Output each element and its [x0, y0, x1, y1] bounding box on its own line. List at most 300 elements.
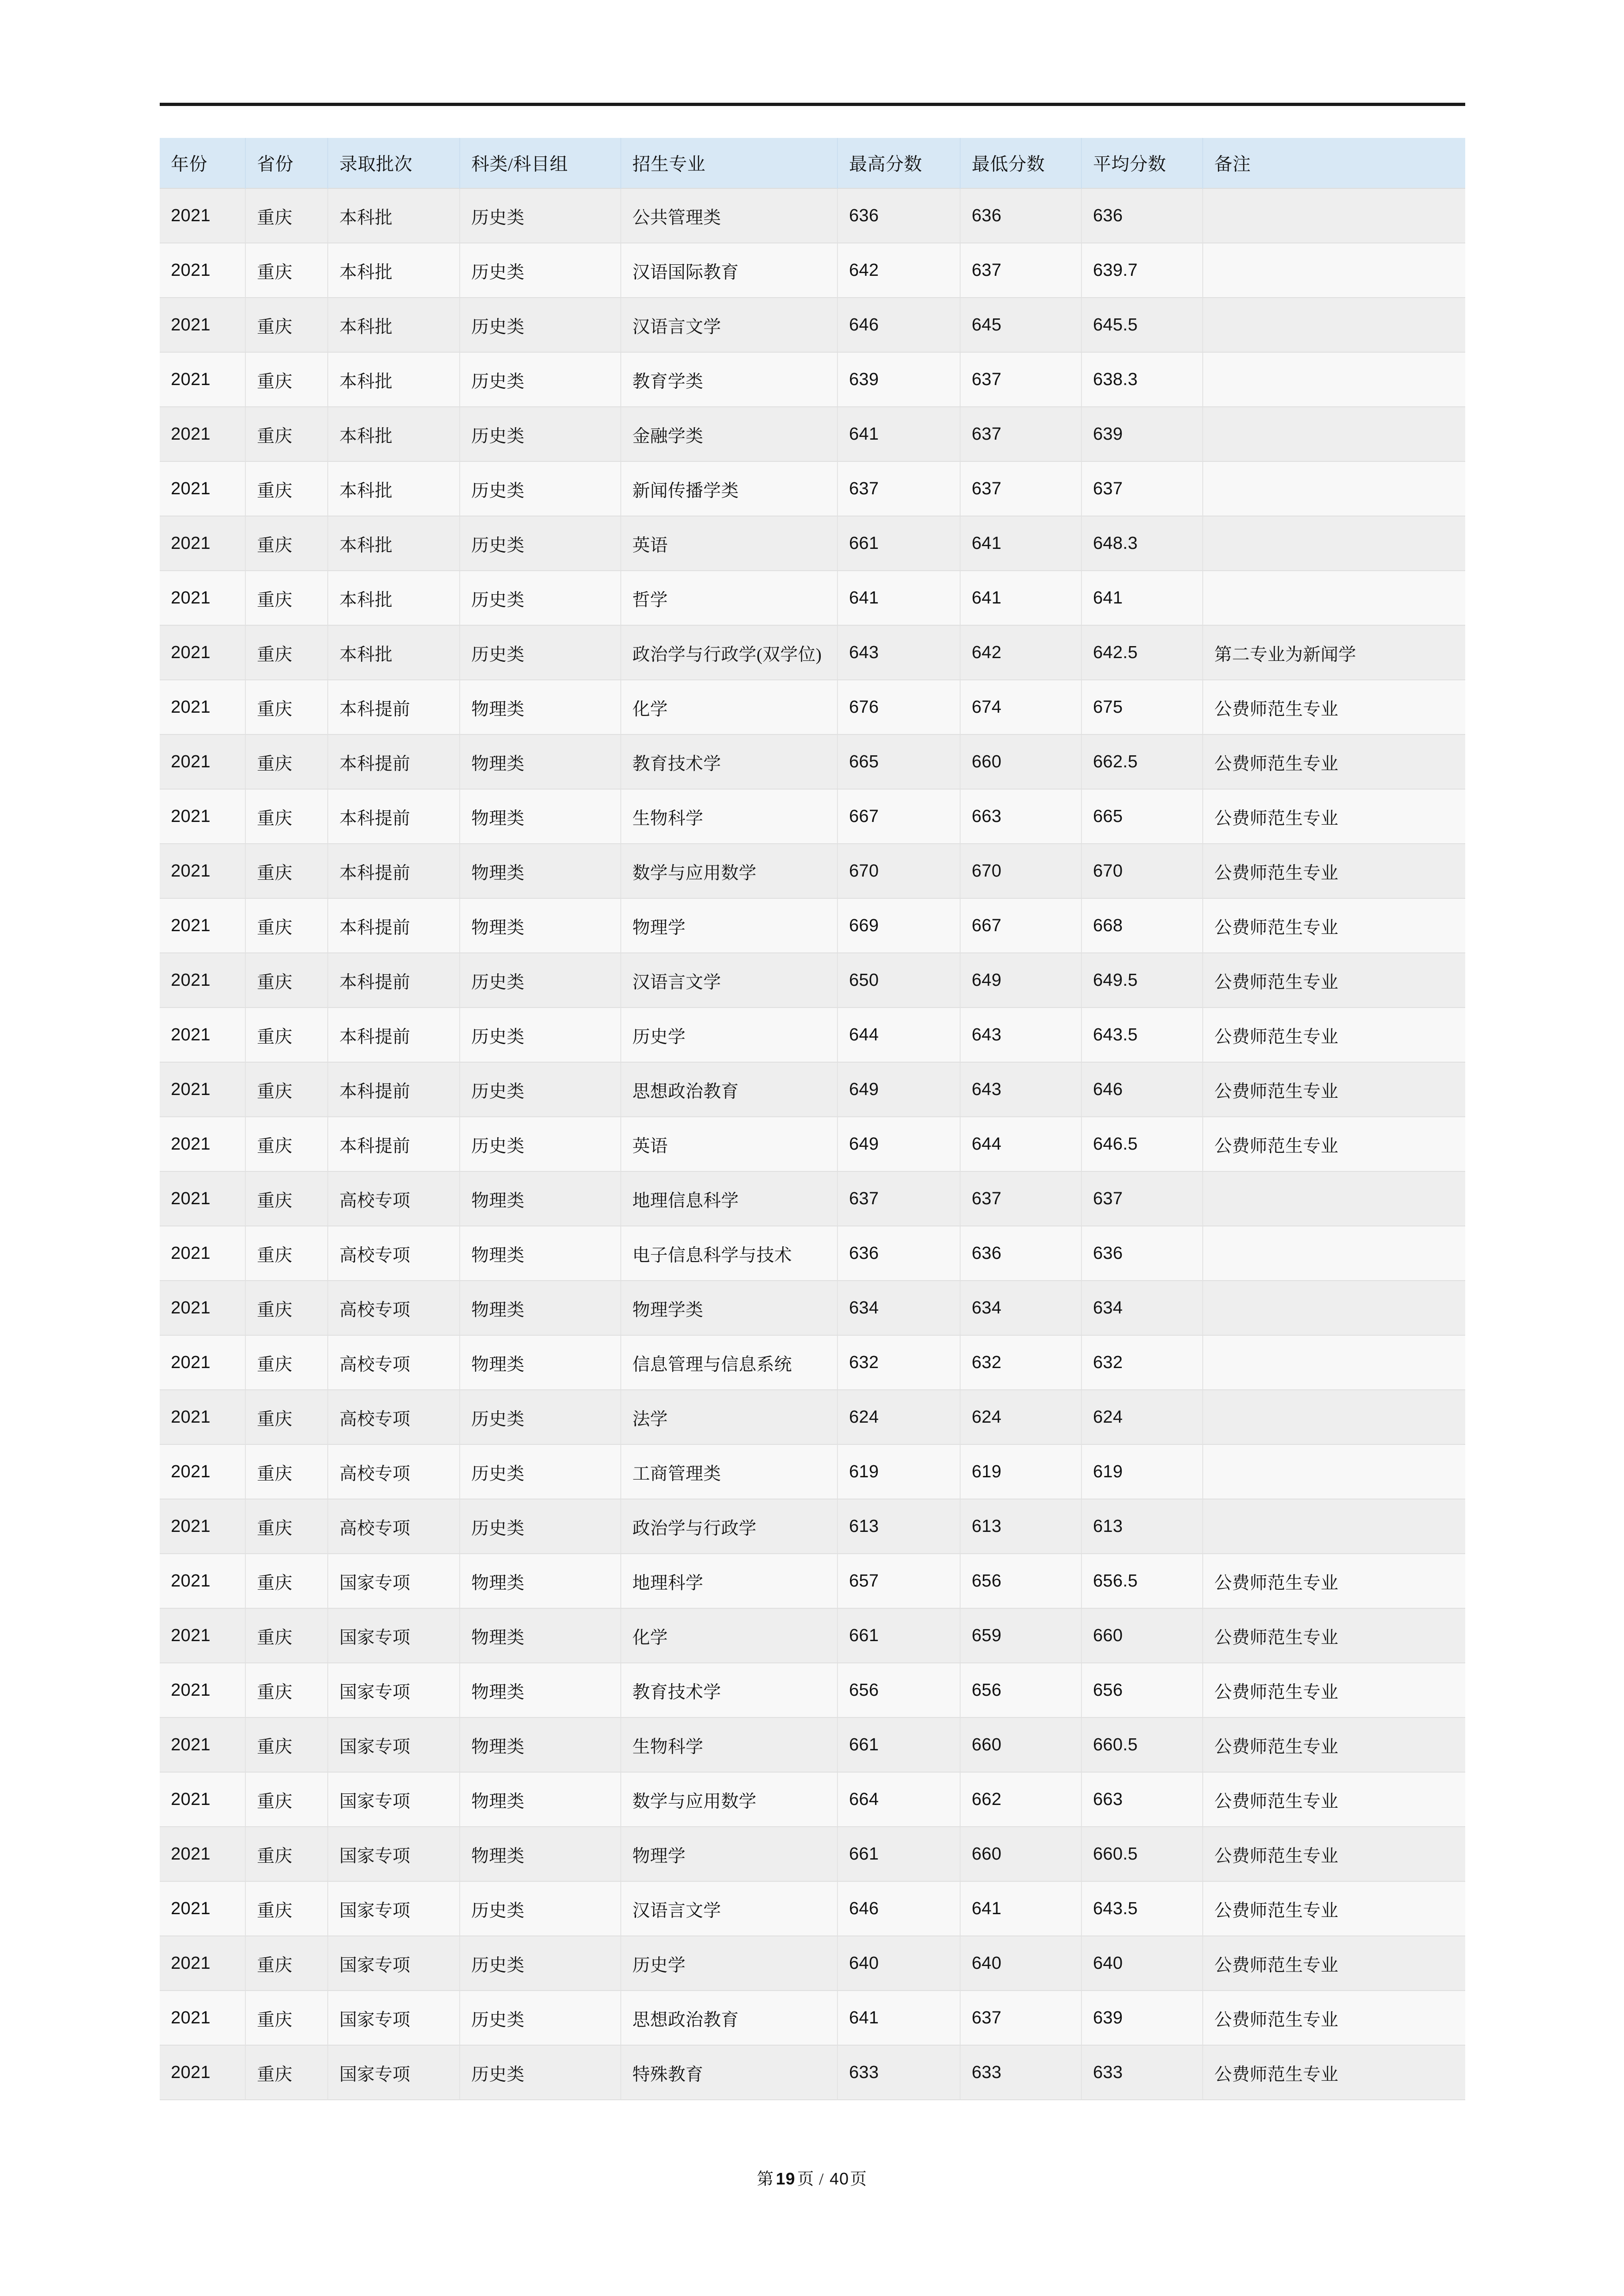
cell-max: 642 — [837, 243, 960, 298]
cell-avg: 634 — [1081, 1281, 1203, 1335]
cell-batch: 本科批 — [328, 352, 460, 407]
cell-max: 669 — [837, 898, 960, 953]
cell-max: 619 — [837, 1444, 960, 1499]
cell-prov: 重庆 — [245, 1390, 328, 1444]
admissions-score-table — [160, 138, 1465, 2100]
cell-avg: 663 — [1081, 1772, 1203, 1827]
cell-subj: 物理类 — [460, 1663, 621, 1717]
cell-max: 670 — [837, 844, 960, 898]
table-row — [160, 243, 1465, 298]
cell-major: 思想政治教育 — [621, 1062, 837, 1117]
cell-prov: 重庆 — [245, 188, 328, 243]
table-row — [160, 1772, 1465, 1827]
cell-note: 公费师范生专业 — [1203, 1717, 1465, 1772]
cell-subj: 物理类 — [460, 680, 621, 734]
cell-min: 636 — [960, 1226, 1081, 1281]
cell-major: 物理学 — [621, 1827, 837, 1881]
cell-note: 公费师范生专业 — [1203, 2045, 1465, 2100]
cell-year: 2021 — [160, 1390, 245, 1444]
cell-major: 地理信息科学 — [621, 1171, 837, 1226]
cell-year: 2021 — [160, 898, 245, 953]
cell-avg: 624 — [1081, 1390, 1203, 1444]
cell-major: 生物科学 — [621, 789, 837, 844]
page-number-separator: / — [819, 2170, 824, 2188]
cell-max: 634 — [837, 1281, 960, 1335]
cell-max: 646 — [837, 1881, 960, 1936]
cell-subj: 历史类 — [460, 352, 621, 407]
cell-major: 数学与应用数学 — [621, 1772, 837, 1827]
cell-year: 2021 — [160, 1444, 245, 1499]
cell-subj: 历史类 — [460, 1117, 621, 1171]
cell-subj: 物理类 — [460, 789, 621, 844]
cell-max: 665 — [837, 734, 960, 789]
cell-major: 政治学与行政学 — [621, 1499, 837, 1554]
cell-subj: 历史类 — [460, 243, 621, 298]
cell-year: 2021 — [160, 298, 245, 352]
table-row — [160, 1717, 1465, 1772]
cell-note — [1203, 461, 1465, 516]
cell-batch: 本科批 — [328, 516, 460, 571]
cell-note: 公费师范生专业 — [1203, 844, 1465, 898]
cell-min: 633 — [960, 2045, 1081, 2100]
cell-major: 汉语言文学 — [621, 298, 837, 352]
cell-year: 2021 — [160, 1717, 245, 1772]
cell-avg: 641 — [1081, 571, 1203, 625]
column-header-province: 省份 — [245, 138, 328, 188]
cell-min: 637 — [960, 461, 1081, 516]
cell-note — [1203, 352, 1465, 407]
cell-max: 643 — [837, 625, 960, 680]
cell-prov: 重庆 — [245, 734, 328, 789]
cell-year: 2021 — [160, 1226, 245, 1281]
cell-batch: 本科提前 — [328, 734, 460, 789]
cell-subj: 物理类 — [460, 844, 621, 898]
cell-subj: 物理类 — [460, 1171, 621, 1226]
cell-avg: 640 — [1081, 1936, 1203, 1991]
table-row — [160, 1608, 1465, 1663]
cell-major: 生物科学 — [621, 1717, 837, 1772]
cell-avg: 639 — [1081, 407, 1203, 461]
cell-avg: 632 — [1081, 1335, 1203, 1390]
cell-batch: 本科提前 — [328, 680, 460, 734]
cell-batch: 高校专项 — [328, 1171, 460, 1226]
cell-min: 637 — [960, 1171, 1081, 1226]
cell-avg: 639 — [1081, 1991, 1203, 2045]
cell-min: 637 — [960, 243, 1081, 298]
cell-min: 642 — [960, 625, 1081, 680]
cell-batch: 本科批 — [328, 461, 460, 516]
cell-note — [1203, 516, 1465, 571]
cell-batch: 高校专项 — [328, 1281, 460, 1335]
cell-batch: 国家专项 — [328, 1772, 460, 1827]
cell-subj: 历史类 — [460, 461, 621, 516]
cell-batch: 本科批 — [328, 571, 460, 625]
cell-min: 660 — [960, 734, 1081, 789]
cell-prov: 重庆 — [245, 2045, 328, 2100]
cell-prov: 重庆 — [245, 1062, 328, 1117]
cell-major: 汉语言文学 — [621, 953, 837, 1008]
cell-avg: 643.5 — [1081, 1881, 1203, 1936]
cell-max: 661 — [837, 1717, 960, 1772]
cell-max: 656 — [837, 1663, 960, 1717]
cell-min: 637 — [960, 407, 1081, 461]
cell-subj: 历史类 — [460, 1499, 621, 1554]
cell-prov: 重庆 — [245, 789, 328, 844]
cell-batch: 国家专项 — [328, 1827, 460, 1881]
page-number-current: 19 — [775, 2169, 795, 2188]
cell-prov: 重庆 — [245, 1663, 328, 1717]
cell-batch: 本科提前 — [328, 1008, 460, 1062]
table-row — [160, 1881, 1465, 1936]
cell-max: 641 — [837, 571, 960, 625]
cell-max: 613 — [837, 1499, 960, 1554]
cell-avg: 646.5 — [1081, 1117, 1203, 1171]
cell-year: 2021 — [160, 1008, 245, 1062]
cell-prov: 重庆 — [245, 243, 328, 298]
cell-min: 662 — [960, 1772, 1081, 1827]
table-row — [160, 461, 1465, 516]
cell-prov: 重庆 — [245, 844, 328, 898]
cell-note — [1203, 1281, 1465, 1335]
cell-batch: 本科批 — [328, 188, 460, 243]
cell-avg: 662.5 — [1081, 734, 1203, 789]
cell-note — [1203, 1499, 1465, 1554]
table-row — [160, 407, 1465, 461]
cell-max: 639 — [837, 352, 960, 407]
cell-avg: 645.5 — [1081, 298, 1203, 352]
cell-year: 2021 — [160, 1117, 245, 1171]
cell-major: 电子信息科学与技术 — [621, 1226, 837, 1281]
cell-avg: 668 — [1081, 898, 1203, 953]
cell-major: 政治学与行政学(双学位) — [621, 625, 837, 680]
cell-year: 2021 — [160, 1554, 245, 1608]
table-row — [160, 680, 1465, 734]
cell-subj: 历史类 — [460, 298, 621, 352]
cell-year: 2021 — [160, 1171, 245, 1226]
cell-prov: 重庆 — [245, 1444, 328, 1499]
cell-avg: 613 — [1081, 1499, 1203, 1554]
cell-avg: 638.3 — [1081, 352, 1203, 407]
cell-subj: 历史类 — [460, 1390, 621, 1444]
cell-prov: 重庆 — [245, 1226, 328, 1281]
cell-note: 公费师范生专业 — [1203, 898, 1465, 953]
table-row — [160, 898, 1465, 953]
cell-subj: 历史类 — [460, 2045, 621, 2100]
page-label-mid: 页 — [797, 2170, 814, 2188]
cell-min: 663 — [960, 789, 1081, 844]
cell-min: 641 — [960, 1881, 1081, 1936]
cell-batch: 本科提前 — [328, 1062, 460, 1117]
cell-min: 649 — [960, 953, 1081, 1008]
cell-min: 667 — [960, 898, 1081, 953]
cell-avg: 660.5 — [1081, 1717, 1203, 1772]
cell-prov: 重庆 — [245, 461, 328, 516]
cell-batch: 本科批 — [328, 243, 460, 298]
cell-prov: 重庆 — [245, 1936, 328, 1991]
cell-year: 2021 — [160, 844, 245, 898]
cell-year: 2021 — [160, 516, 245, 571]
cell-min: 641 — [960, 516, 1081, 571]
cell-prov: 重庆 — [245, 407, 328, 461]
table-row — [160, 1390, 1465, 1444]
cell-batch: 本科批 — [328, 625, 460, 680]
cell-subj: 物理类 — [460, 1717, 621, 1772]
cell-avg: 633 — [1081, 2045, 1203, 2100]
cell-year: 2021 — [160, 188, 245, 243]
table-row — [160, 1335, 1465, 1390]
cell-batch: 国家专项 — [328, 1663, 460, 1717]
table-row — [160, 352, 1465, 407]
cell-subj: 历史类 — [460, 1936, 621, 1991]
cell-major: 教育学类 — [621, 352, 837, 407]
cell-major: 物理学类 — [621, 1281, 837, 1335]
cell-avg: 636 — [1081, 188, 1203, 243]
cell-subj: 物理类 — [460, 1281, 621, 1335]
cell-max: 637 — [837, 1171, 960, 1226]
cell-prov: 重庆 — [245, 1772, 328, 1827]
table-row — [160, 571, 1465, 625]
cell-year: 2021 — [160, 680, 245, 734]
cell-min: 637 — [960, 1991, 1081, 2045]
column-header-avg-score: 平均分数 — [1081, 138, 1203, 188]
cell-year: 2021 — [160, 1991, 245, 2045]
cell-min: 660 — [960, 1827, 1081, 1881]
cell-note — [1203, 407, 1465, 461]
cell-major: 哲学 — [621, 571, 837, 625]
cell-note — [1203, 188, 1465, 243]
cell-prov: 重庆 — [245, 1171, 328, 1226]
cell-note — [1203, 298, 1465, 352]
cell-prov: 重庆 — [245, 1881, 328, 1936]
cell-subj: 历史类 — [460, 1062, 621, 1117]
table-row — [160, 1663, 1465, 1717]
cell-major: 汉语国际教育 — [621, 243, 837, 298]
cell-avg: 642.5 — [1081, 625, 1203, 680]
cell-year: 2021 — [160, 1608, 245, 1663]
cell-prov: 重庆 — [245, 1717, 328, 1772]
cell-min: 632 — [960, 1335, 1081, 1390]
cell-year: 2021 — [160, 352, 245, 407]
cell-note: 公费师范生专业 — [1203, 1117, 1465, 1171]
cell-major: 汉语言文学 — [621, 1881, 837, 1936]
table-row — [160, 1936, 1465, 1991]
cell-subj: 历史类 — [460, 625, 621, 680]
cell-avg: 656.5 — [1081, 1554, 1203, 1608]
cell-avg: 646 — [1081, 1062, 1203, 1117]
cell-note — [1203, 1335, 1465, 1390]
cell-prov: 重庆 — [245, 1499, 328, 1554]
cell-min: 636 — [960, 188, 1081, 243]
table-row — [160, 1991, 1465, 2045]
cell-prov: 重庆 — [245, 1608, 328, 1663]
cell-note: 公费师范生专业 — [1203, 1554, 1465, 1608]
cell-note — [1203, 243, 1465, 298]
cell-max: 632 — [837, 1335, 960, 1390]
cell-subj: 物理类 — [460, 1608, 621, 1663]
cell-min: 659 — [960, 1608, 1081, 1663]
cell-batch: 高校专项 — [328, 1444, 460, 1499]
cell-batch: 国家专项 — [328, 1881, 460, 1936]
table-row — [160, 789, 1465, 844]
cell-prov: 重庆 — [245, 953, 328, 1008]
cell-major: 新闻传播学类 — [621, 461, 837, 516]
cell-batch: 高校专项 — [328, 1335, 460, 1390]
page-number-total: 40 — [830, 2169, 849, 2188]
cell-avg: 660.5 — [1081, 1827, 1203, 1881]
cell-avg: 665 — [1081, 789, 1203, 844]
cell-note: 公费师范生专业 — [1203, 789, 1465, 844]
cell-major: 地理科学 — [621, 1554, 837, 1608]
cell-year: 2021 — [160, 1335, 245, 1390]
cell-major: 化学 — [621, 680, 837, 734]
cell-note: 公费师范生专业 — [1203, 1936, 1465, 1991]
cell-min: 643 — [960, 1062, 1081, 1117]
table-row — [160, 953, 1465, 1008]
cell-min: 624 — [960, 1390, 1081, 1444]
cell-note: 第二专业为新闻学 — [1203, 625, 1465, 680]
cell-note: 公费师范生专业 — [1203, 953, 1465, 1008]
cell-year: 2021 — [160, 789, 245, 844]
column-header-major: 招生专业 — [621, 138, 837, 188]
cell-prov: 重庆 — [245, 1554, 328, 1608]
cell-subj: 物理类 — [460, 898, 621, 953]
cell-max: 650 — [837, 953, 960, 1008]
cell-note: 公费师范生专业 — [1203, 1008, 1465, 1062]
cell-note: 公费师范生专业 — [1203, 1608, 1465, 1663]
cell-max: 649 — [837, 1062, 960, 1117]
cell-avg: 639.7 — [1081, 243, 1203, 298]
cell-batch: 国家专项 — [328, 1608, 460, 1663]
cell-year: 2021 — [160, 953, 245, 1008]
cell-batch: 本科提前 — [328, 953, 460, 1008]
cell-major: 历史学 — [621, 1936, 837, 1991]
cell-year: 2021 — [160, 1881, 245, 1936]
cell-subj: 历史类 — [460, 188, 621, 243]
cell-max: 636 — [837, 188, 960, 243]
cell-note: 公费师范生专业 — [1203, 734, 1465, 789]
cell-batch: 本科提前 — [328, 1117, 460, 1171]
cell-note — [1203, 1171, 1465, 1226]
cell-min: 645 — [960, 298, 1081, 352]
cell-subj: 历史类 — [460, 407, 621, 461]
cell-min: 670 — [960, 844, 1081, 898]
cell-year: 2021 — [160, 1281, 245, 1335]
table-row — [160, 844, 1465, 898]
cell-note: 公费师范生专业 — [1203, 1663, 1465, 1717]
cell-batch: 高校专项 — [328, 1499, 460, 1554]
cell-min: 643 — [960, 1008, 1081, 1062]
cell-subj: 物理类 — [460, 1335, 621, 1390]
column-header-batch: 录取批次 — [328, 138, 460, 188]
cell-max: 644 — [837, 1008, 960, 1062]
column-header-year: 年份 — [160, 138, 245, 188]
cell-major: 金融学类 — [621, 407, 837, 461]
cell-prov: 重庆 — [245, 680, 328, 734]
cell-batch: 国家专项 — [328, 2045, 460, 2100]
cell-avg: 670 — [1081, 844, 1203, 898]
cell-min: 619 — [960, 1444, 1081, 1499]
cell-batch: 国家专项 — [328, 1991, 460, 2045]
cell-subj: 物理类 — [460, 1554, 621, 1608]
cell-batch: 本科批 — [328, 298, 460, 352]
cell-prov: 重庆 — [245, 1117, 328, 1171]
cell-year: 2021 — [160, 625, 245, 680]
cell-prov: 重庆 — [245, 516, 328, 571]
cell-max: 676 — [837, 680, 960, 734]
cell-prov: 重庆 — [245, 1991, 328, 2045]
cell-batch: 本科提前 — [328, 898, 460, 953]
cell-max: 636 — [837, 1226, 960, 1281]
cell-min: 613 — [960, 1499, 1081, 1554]
cell-prov: 重庆 — [245, 298, 328, 352]
cell-min: 674 — [960, 680, 1081, 734]
cell-note: 公费师范生专业 — [1203, 1991, 1465, 2045]
cell-avg: 648.3 — [1081, 516, 1203, 571]
cell-max: 624 — [837, 1390, 960, 1444]
cell-major: 英语 — [621, 1117, 837, 1171]
table-row — [160, 1554, 1465, 1608]
table-row — [160, 2045, 1465, 2100]
cell-note — [1203, 571, 1465, 625]
table-header-row — [160, 138, 1465, 188]
column-header-remark: 备注 — [1203, 138, 1465, 188]
cell-subj: 历史类 — [460, 516, 621, 571]
cell-max: 646 — [837, 298, 960, 352]
cell-note — [1203, 1444, 1465, 1499]
cell-year: 2021 — [160, 2045, 245, 2100]
cell-subj: 历史类 — [460, 571, 621, 625]
cell-prov: 重庆 — [245, 898, 328, 953]
cell-year: 2021 — [160, 571, 245, 625]
cell-subj: 历史类 — [460, 1444, 621, 1499]
cell-year: 2021 — [160, 1772, 245, 1827]
cell-subj: 历史类 — [460, 1991, 621, 2045]
cell-note — [1203, 1390, 1465, 1444]
cell-year: 2021 — [160, 734, 245, 789]
cell-major: 英语 — [621, 516, 837, 571]
cell-max: 640 — [837, 1936, 960, 1991]
cell-subj: 历史类 — [460, 953, 621, 1008]
cell-min: 640 — [960, 1936, 1081, 1991]
cell-prov: 重庆 — [245, 1008, 328, 1062]
cell-prov: 重庆 — [245, 571, 328, 625]
cell-max: 649 — [837, 1117, 960, 1171]
cell-subj: 物理类 — [460, 734, 621, 789]
cell-major: 法学 — [621, 1390, 837, 1444]
table-row — [160, 188, 1465, 243]
cell-subj: 历史类 — [460, 1008, 621, 1062]
cell-avg: 649.5 — [1081, 953, 1203, 1008]
cell-year: 2021 — [160, 243, 245, 298]
cell-subj: 历史类 — [460, 1881, 621, 1936]
cell-subj: 物理类 — [460, 1772, 621, 1827]
cell-subj: 物理类 — [460, 1827, 621, 1881]
cell-avg: 636 — [1081, 1226, 1203, 1281]
cell-major: 教育技术学 — [621, 734, 837, 789]
cell-min: 660 — [960, 1717, 1081, 1772]
page-footer — [0, 2166, 1624, 2190]
table-row — [160, 1281, 1465, 1335]
cell-max: 661 — [837, 516, 960, 571]
cell-batch: 本科提前 — [328, 789, 460, 844]
cell-batch: 国家专项 — [328, 1936, 460, 1991]
cell-max: 633 — [837, 2045, 960, 2100]
table-row — [160, 1499, 1465, 1554]
cell-batch: 高校专项 — [328, 1390, 460, 1444]
cell-prov: 重庆 — [245, 1335, 328, 1390]
cell-prov: 重庆 — [245, 352, 328, 407]
cell-major: 物理学 — [621, 898, 837, 953]
